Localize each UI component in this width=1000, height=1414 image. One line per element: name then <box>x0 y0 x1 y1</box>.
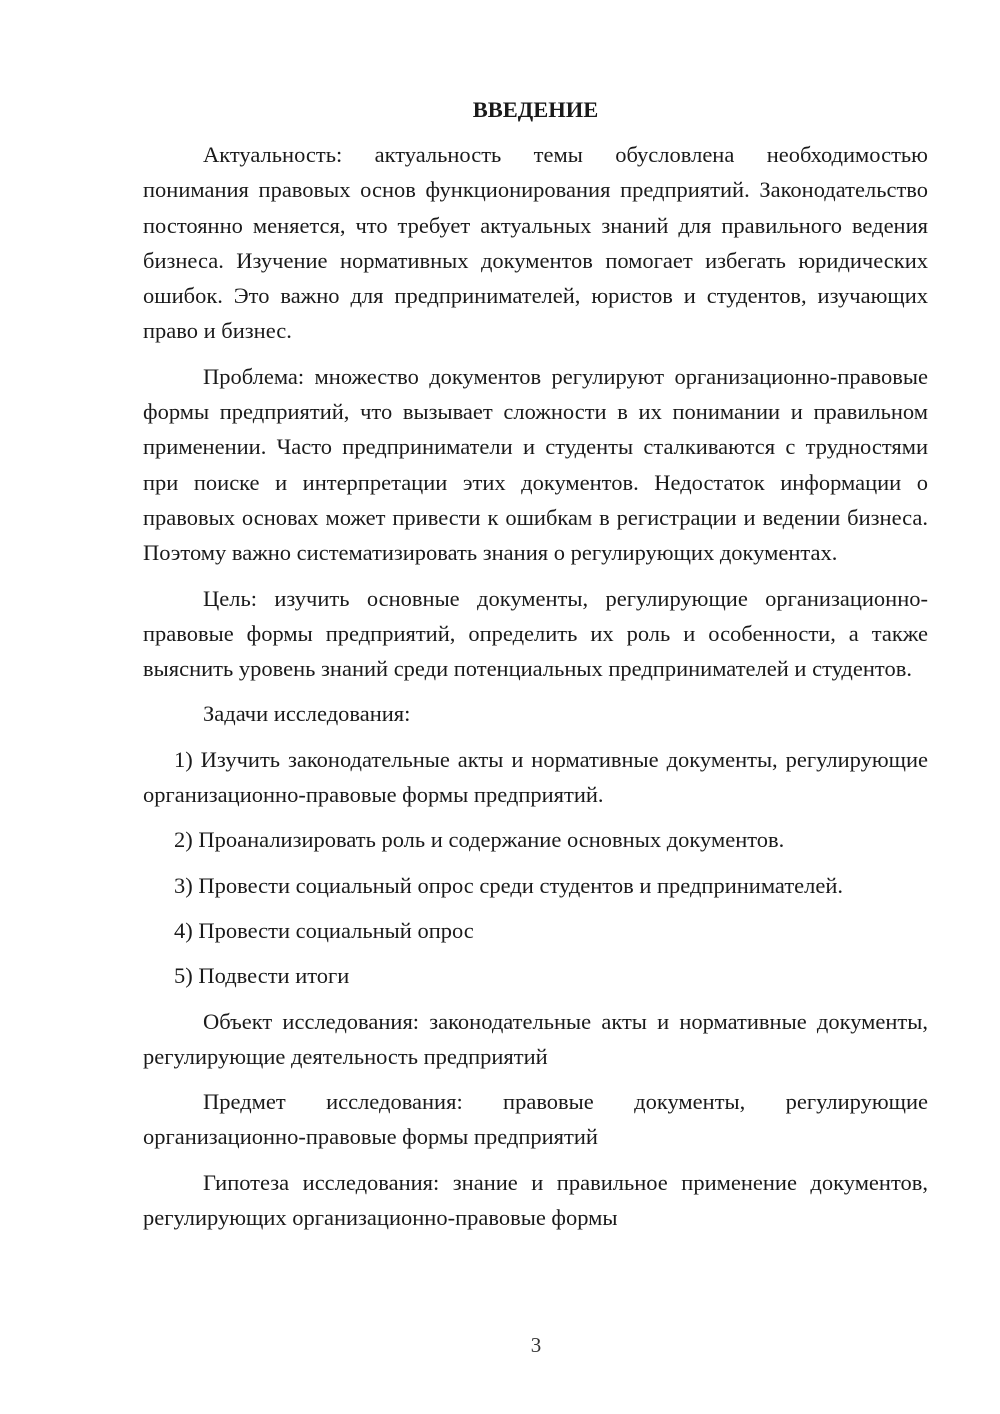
page-number: 3 <box>530 1333 542 1357</box>
tasks-heading: Задачи исследования: <box>203 701 411 727</box>
document-page <box>143 92 928 1245</box>
section-title: ВВЕДЕНИЕ <box>472 97 599 122</box>
task-item-3: 3) Провести социальный опрос среди студентов и предпринимателей. <box>174 872 844 898</box>
paragraph-relevance: Актуальность: актуальность темы обусловлена необходимостью понимания правовых основ функционирования предприятий. Законодательство постоянно меняется, что требует актуальных знаний для правильного ведения бизнеса. Изучение нормативных документов помогает избегать юридических ошибок. Это важно для предпринимателей, юристов и студентов, изучающих право и бизнес. <box>143 142 928 344</box>
task-item-1: 1) Изучить законодательные акты и нормативные документы, регулирующие организационно-правовые формы предприятий. <box>143 746 928 808</box>
task-item-2: 2) Проанализировать роль и содержание основных документов. <box>174 827 785 853</box>
paragraph-hypothesis: Гипотеза исследования: знание и правильное применение документов, регулирующих организационно-правовые формы <box>143 1169 928 1231</box>
paragraph-problem: Проблема: множество документов регулируют организационно-правовые формы предприятий, что вызывает сложности в их понимании и правильном применении. Часто предприниматели и студенты сталкиваются с трудностями при поиске и интерпретации этих документов. Недостаток информации о правовых основах может привести к ошибкам в регистрации и ведении бизнеса. Поэтому важно систематизировать знания о регулирующих документах. <box>143 363 928 566</box>
task-item-5: 5) Подвести итоги <box>174 963 350 989</box>
paragraph-subject: Предмет исследования: правовые документы, регулирующие организационно-правовые формы предприятий <box>143 1089 928 1150</box>
task-item-4: 4) Провести социальный опрос <box>174 917 474 943</box>
paragraph-object: Объект исследования: законодательные акты и нормативные документы, регулирующие деятельность предприятий <box>143 1008 928 1069</box>
paragraph-goal: Цель: изучить основные документы, регулирующие организационно-правовые формы предприятий, определить их роль и особенности, а также выяснить уровень знаний среди потенциальных предпринимателей и студентов. <box>143 585 928 682</box>
